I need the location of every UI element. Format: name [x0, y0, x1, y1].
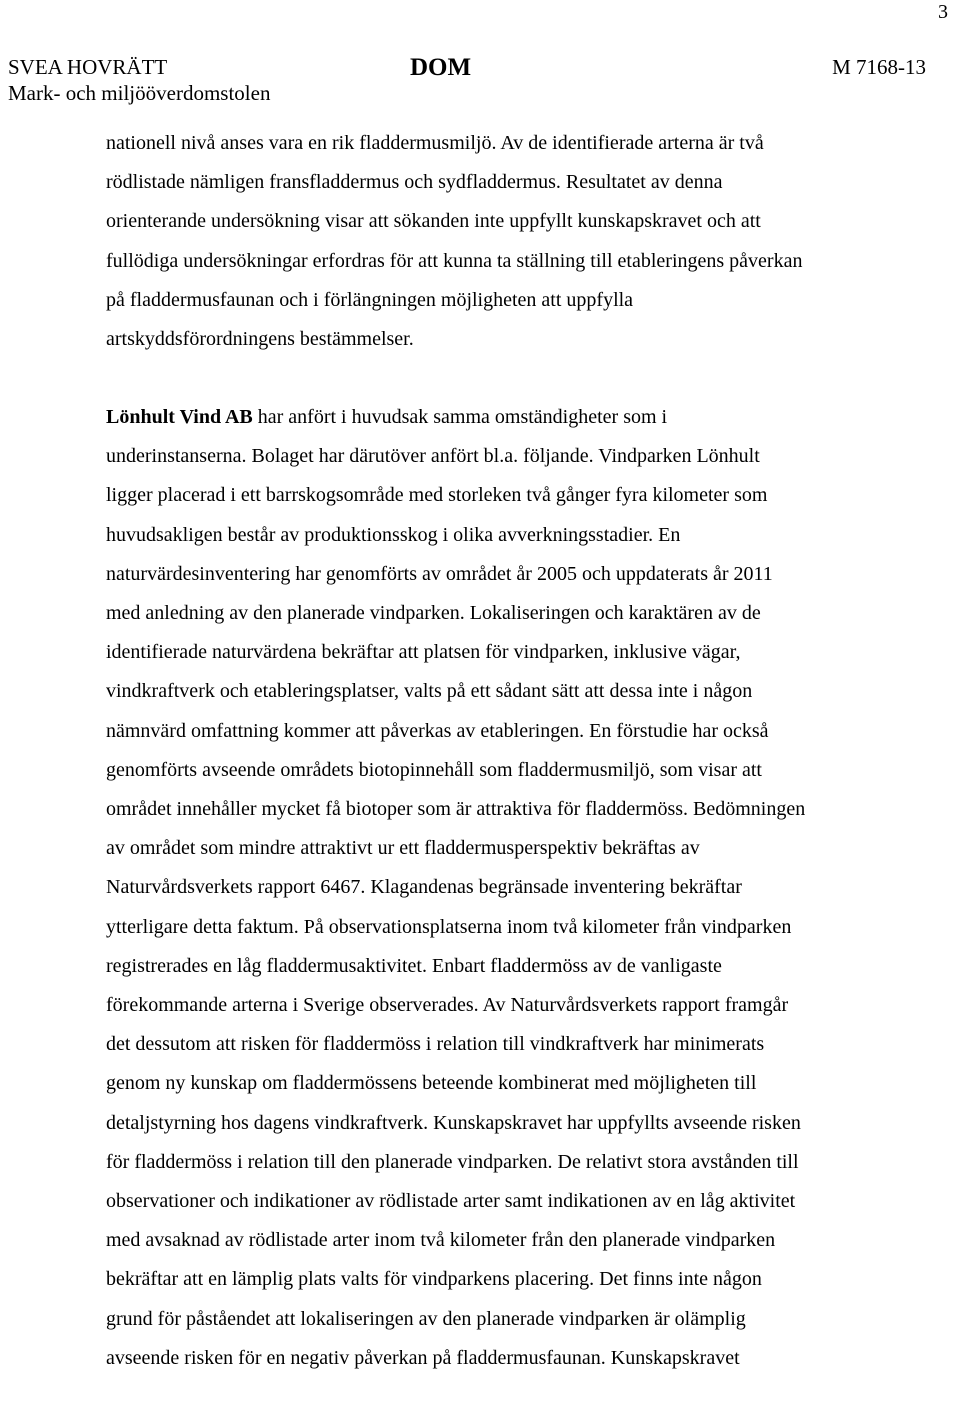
text-line: för fladdermöss i relation till den planerade vindparken. De relativt stora avstånden till — [106, 1150, 799, 1173]
court-division: Mark- och miljööverdomstolen — [8, 81, 271, 105]
case-number: M 7168-13 — [832, 55, 926, 79]
text-line: vindkraftverk och etableringsplatser, valts på ett sådant sätt att dessa inte i någon — [106, 680, 753, 703]
text-line: avseende risken för en negativ påverkan på fladdermusfaunan. Kunskapskravet — [106, 1346, 740, 1369]
text-line: underinstanserna. Bolaget har därutöver anfört bl.a. följande. Vindparken Lönhult — [106, 445, 760, 468]
text-line: bekräftar att en lämplig plats valts för vindparkens placering. Det finns inte någon — [106, 1268, 762, 1291]
text-fragment: har anfört i huvudsak samma omständigheter som i — [252, 406, 668, 428]
court-name: SVEA HOVRÄTT — [8, 55, 168, 79]
text-line: naturvärdesinventering har genomförts av området år 2005 och uppdaterats år 2011 — [106, 562, 773, 585]
party-name: Lönhult Vind AB — [106, 406, 253, 428]
text-line: av området som mindre attraktivt ur ett fladdermusperspektiv bekräftas av — [106, 837, 700, 860]
paragraph-bat-survey — [106, 124, 906, 359]
text-line: genomförts avseende områdets biotopinnehåll som fladdermusmiljö, som visar att — [106, 758, 762, 781]
text-line: området innehåller mycket få biotoper som är attraktiva för fladdermöss. Bedömningen — [106, 798, 806, 821]
text-line: nämnvärd omfattning kommer att påverkas av etableringen. En förstudie har också — [106, 719, 769, 742]
text-line: med avsaknad av rödlistade arter inom två kilometer från den planerade vindparken — [106, 1229, 776, 1252]
text-line: identifierade naturvärdena bekräftar att platsen för vindparken, inklusive vägar, — [106, 641, 741, 664]
text-line: rödlistade nämligen fransfladdermus och sydfladdermus. Resultatet av denna — [106, 171, 723, 194]
text-line: fullödiga undersökningar erfordras för att kunna ta ställning till etableringens påverkan — [106, 249, 803, 272]
text-line: observationer och indikationer av rödlistade arter samt indikationen av en låg aktivitet — [106, 1190, 796, 1213]
text-line: nationell nivå anses vara en rik fladdermusmiljö. Av de identifierade arterna är två — [106, 132, 764, 154]
text-line: orienterande undersökning visar att sökanden inte uppfyllt kunskapskravet och att — [106, 210, 761, 233]
text-line: huvudsakligen består av produktionsskog i olika avverkningsstadier. En — [106, 523, 681, 546]
text-line: detaljstyrning hos dagens vindkraftverk. Kunskapskravet har uppfyllts avseende risken — [106, 1111, 801, 1134]
text-line — [106, 398, 906, 437]
text-line: ytterligare detta faktum. På observationsplatserna inom två kilometer från vindparken — [106, 915, 792, 938]
document-type: DOM — [410, 54, 472, 81]
text-line: med anledning av den planerade vindparken. Lokaliseringen och karaktären av de — [106, 602, 761, 625]
paragraph-lonhult-vind — [106, 398, 906, 1378]
text-line: artskyddsförordningens bestämmelser. — [106, 328, 414, 351]
text-line: registrerades en låg fladdermusaktivitet. Enbart fladdermöss av de vanligaste — [106, 954, 722, 977]
text-line: förekommande arterna i Sverige observerades. Av Naturvårdsverkets rapport framgår — [106, 994, 789, 1017]
text-line: genom ny kunskap om fladdermössens beteende kombinerat med möjligheten till — [106, 1072, 757, 1095]
page-number: 3 — [938, 1, 948, 23]
text-line: ligger placerad i ett barrskogsområde med storleken två gånger fyra kilometer som — [106, 484, 768, 507]
text-line: på fladdermusfaunan och i förlängningen möjligheten att uppfylla — [106, 288, 634, 311]
text-line: grund för påståendet att lokaliseringen av den planerade vindparken är olämplig — [106, 1307, 746, 1330]
document-header — [8, 54, 926, 110]
text-line: det dessutom att risken för fladdermöss i relation till vindkraftverk har minimerats — [106, 1033, 765, 1056]
text-line: Naturvårdsverkets rapport 6467. Klagandenas begränsade inventering bekräftar — [106, 876, 742, 899]
